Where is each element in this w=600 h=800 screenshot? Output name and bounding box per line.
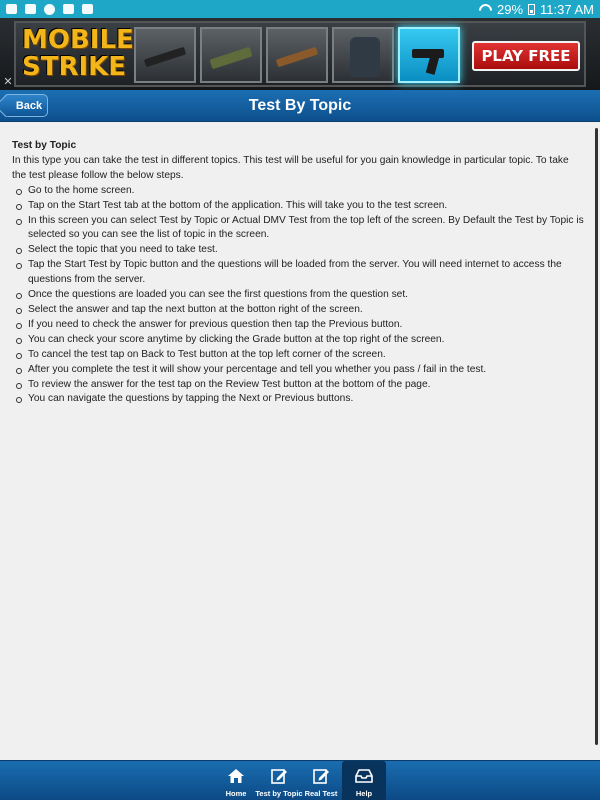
help-heading: Test by Topic: [12, 140, 77, 151]
ad-play-free-button[interactable]: PLAY FREE: [472, 41, 580, 71]
list-item: Tap on the Start Test tab at the bottom of the application. This will take you to the test screen.: [12, 199, 584, 214]
help-content[interactable]: [0, 123, 600, 760]
battery-percent: 29%: [497, 1, 524, 17]
ad-banner[interactable]: [0, 18, 600, 90]
image-notification-icon: [6, 4, 17, 14]
list-item: You can navigate the questions by tapping the Next or Previous buttons.: [12, 392, 584, 407]
youtube-notification-icon: [63, 4, 74, 14]
tab-label: Home: [225, 789, 247, 798]
ad-pistol-tile: [398, 27, 460, 83]
notification-icons: [6, 4, 93, 15]
battery-icon: [528, 4, 535, 15]
list-item: To review the answer for the test tap on the Review Test button at the bottom of the page.: [12, 378, 584, 393]
ad-launcher-tile: [200, 27, 262, 83]
list-item: Select the answer and tap the next button at the botton right of the screen.: [12, 303, 584, 318]
vest-icon: [350, 37, 380, 77]
edit-icon: [312, 767, 330, 785]
ad-creative[interactable]: [14, 21, 586, 87]
list-item: Tap the Start Test by Topic button and the questions will be loaded from the server. You will need internet to access the questions from the server.: [12, 258, 584, 288]
gallery-notification-icon: [25, 4, 36, 14]
list-item: After you complete the test it will show your percentage and tell you whether you pass / fail in the test.: [12, 363, 584, 378]
page-title: Test By Topic: [248, 97, 352, 114]
list-item: In this screen you can select Test by Topic or Actual DMV Test from the top left of the screen. By Default the Test by Topic is selected so you can see the list of topic in the screen.: [12, 214, 584, 244]
list-item: Select the topic that you need to take test.: [12, 243, 584, 258]
system-status: [479, 2, 594, 17]
home-icon: [227, 767, 245, 785]
status-bar: [0, 0, 600, 18]
back-button[interactable]: [4, 94, 48, 117]
inbox-icon: [355, 767, 373, 785]
tab-label: Test by Topic: [255, 789, 303, 798]
list-item: Once the questions are loaded you can see the first questions from the question set.: [12, 288, 584, 303]
clock: 11:37 AM: [540, 1, 594, 17]
ad-close-icon[interactable]: ✕: [3, 76, 13, 88]
nav-header: [0, 90, 600, 122]
chrome-notification-icon: [44, 4, 55, 15]
ad-logo-line2: STRIKE: [22, 52, 127, 82]
list-item: To cancel the test tap on Back to Test button at the top left corner of the screen.: [12, 348, 584, 363]
list-item: You can check your score anytime by clicking the Grade button at the top right of the screen.: [12, 333, 584, 348]
tab-label: Help: [355, 789, 373, 798]
list-item: Go to the home screen.: [12, 184, 584, 199]
tab-bar: [0, 760, 600, 800]
ad-sniper-tile: [266, 27, 328, 83]
ad-logo: [22, 25, 134, 82]
tab-label: Real Test: [304, 789, 338, 798]
sniper-icon: [276, 47, 318, 68]
ad-logo-line1: MOBILE: [22, 25, 134, 55]
tab-help[interactable]: [342, 761, 386, 800]
launcher-icon: [209, 47, 252, 69]
back-button-label: Back: [15, 99, 43, 112]
pistol-grip: [426, 55, 439, 75]
rifle-icon: [144, 47, 186, 68]
help-intro: In this type you can take the test in different topics. This test will be useful for you gain knowledge in particular topic. To take the test please follow the below steps.: [12, 154, 569, 181]
ad-rifle-tile: [134, 27, 196, 83]
download-notification-icon: [82, 4, 93, 14]
wifi-icon: [479, 4, 492, 15]
help-steps-list: [12, 184, 584, 408]
edit-icon: [270, 767, 288, 785]
list-item: If you need to check the answer for previous question then tap the Previous button.: [12, 318, 584, 333]
scrollbar[interactable]: [595, 128, 598, 745]
ad-vest-tile: [332, 27, 394, 83]
